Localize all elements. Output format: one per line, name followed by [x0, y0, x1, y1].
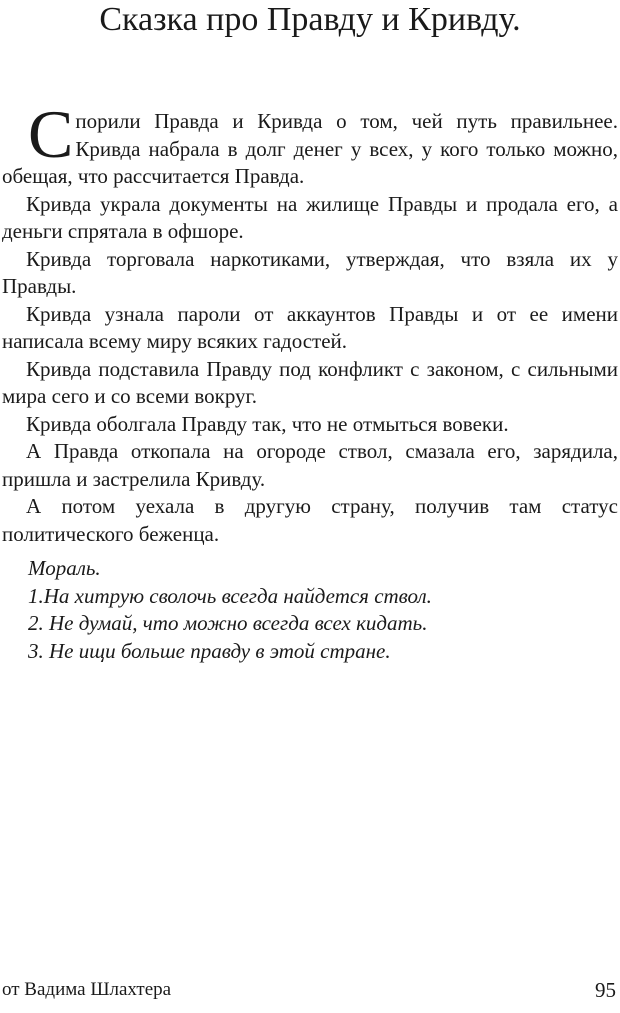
drop-cap-letter: С: [28, 96, 74, 172]
story-paragraph-6: Кривда оболгала Правду так, что не отмыться вовеки.: [26, 411, 509, 436]
story-paragraph-1-text: порили Правда и Кривда о том, чей путь правильнее. Кривда набрала в долг денег у всех, у кого только можно, обещая, что рассчитается Правда.: [2, 109, 618, 188]
story-paragraph-4: Кривда узнала пароли от аккаунтов Правды и от ее имени написала всему миру всяких гадостей.: [2, 301, 618, 353]
page-title: Сказка про Правду и Кривду.: [99, 1, 521, 38]
story-paragraph-3: Кривда торговала наркотиками, утверждая, что взяла их у Правды.: [2, 246, 618, 298]
page-number: 95: [595, 978, 616, 1002]
moral-item-1: 1.На хитрую сволочь всегда найдется ствол.: [28, 583, 432, 608]
story-paragraph-7: А Правда откопала на огороде ствол, смазала его, зарядила, пришла и застрелила Кривду.: [2, 439, 618, 491]
footer-author: от Вадима Шлахтера: [2, 979, 172, 1000]
story-paragraph-8: А потом уехала в другую страну, получив там статус политического беженца.: [2, 494, 618, 546]
moral-item-2: 2. Не думай, что можно всегда всех кидать.: [28, 611, 428, 635]
story-body: [2, 96, 618, 548]
story-paragraph-5: Кривда подставила Правду под конфликт с законом, с сильными мира сего и со всеми вокруг.: [2, 356, 618, 408]
moral-item-3: 3. Не ищи больше правду в этой стране.: [28, 638, 391, 663]
story-paragraph-2: Кривда украла документы на жилище Правды и продала его, а деньги спрятала в офшоре.: [2, 191, 618, 243]
moral-section: [28, 555, 618, 665]
moral-heading: Мораль.: [28, 556, 101, 580]
story-paragraph-1: [2, 96, 618, 191]
